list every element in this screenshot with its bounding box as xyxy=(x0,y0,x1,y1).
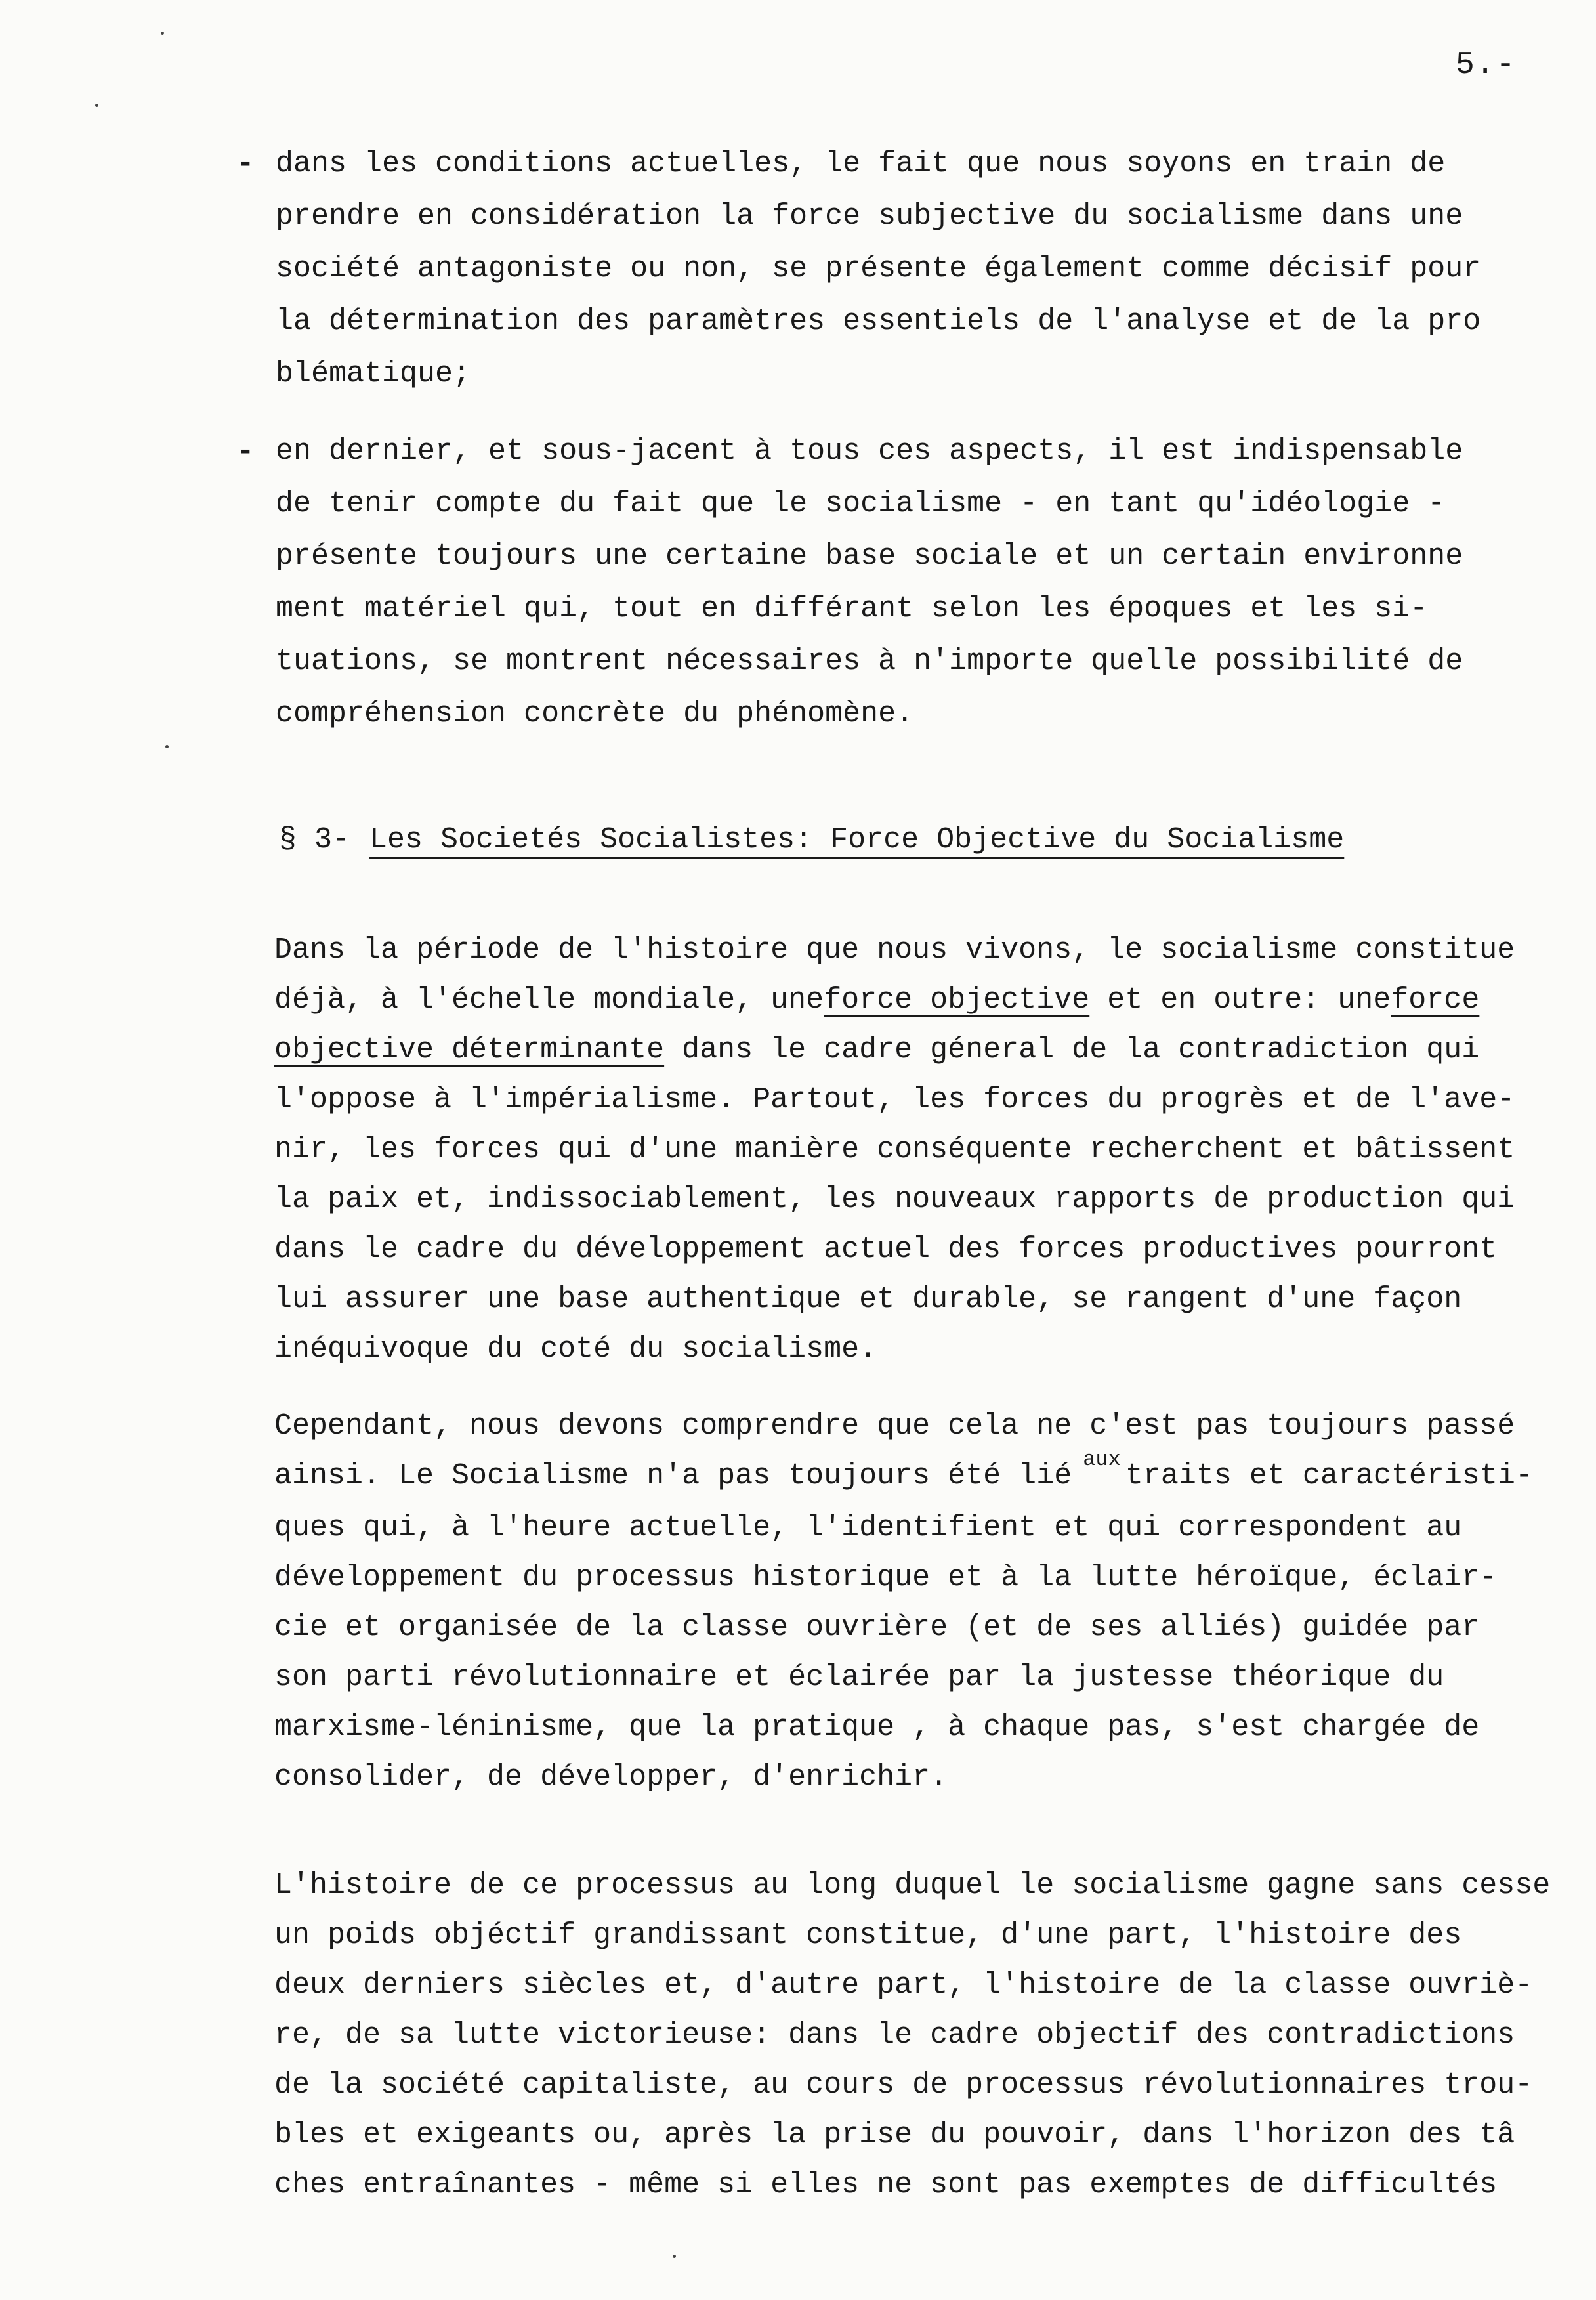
text-line: de tenir compte du fait que le socialisme - en tant qu'idéologie - xyxy=(276,487,1446,521)
text-line: l'oppose à l'impérialisme. Partout, les forces du progrès et de l'ave- xyxy=(274,1083,1515,1117)
text-line: ches entraînantes - même si elles ne sont pas exemptes de difficultés xyxy=(274,2168,1498,2202)
scan-speck xyxy=(161,32,164,35)
text-line: prendre en considération la force subjective du socialisme dans une xyxy=(276,200,1463,233)
section-heading xyxy=(279,814,1344,866)
text-line: re, de sa lutte victorieuse: dans le cadre objectif des contradictions xyxy=(274,2018,1515,2052)
text-line: L'histoire de ce processus au long duquel le socialisme gagne sans cesse xyxy=(274,1869,1551,1902)
text-line: blématique; xyxy=(276,357,471,391)
text-line: présente toujours une certaine base sociale et un certain environne xyxy=(276,540,1463,573)
text-fragment: ainsi. Le Socialisme n'a pas toujours été lié xyxy=(274,1459,1072,1493)
bullet-dash: - xyxy=(236,435,255,469)
text-line: la paix et, indissociablement, les nouveaux rapports de production qui xyxy=(274,1183,1515,1216)
text-line: dans les conditions actuelles, le fait que nous soyons en train de xyxy=(276,147,1446,181)
section-title: Les Societés Socialistes: Force Objective du Socialisme xyxy=(369,823,1345,857)
bullet-item xyxy=(236,425,1536,740)
text-line: nir, les forces qui d'une manière conséquente recherchent et bâtissent xyxy=(274,1133,1515,1166)
text-line: ques qui, à l'heure actuelle, l'identifient et qui correspondent au xyxy=(274,1511,1462,1544)
text-line: bles et exigeants ou, après la prise du pouvoir, dans l'horizon des tâ xyxy=(274,2118,1515,2152)
text-line xyxy=(274,1447,1547,1503)
text-line xyxy=(274,1025,1547,1075)
paragraph xyxy=(274,926,1547,1374)
text-line: compréhension concrète du phénomène. xyxy=(276,697,914,731)
page-number: 5.- xyxy=(1456,47,1517,83)
text-line: en dernier, et sous-jacent à tous ces aspects, il est indispensable xyxy=(276,435,1463,468)
text-line: tuations, se montrent nécessaires à n'importe quelle possibilité de xyxy=(276,645,1463,678)
text-line: Cependant, nous devons comprendre que cela ne c'est pas toujours passé xyxy=(274,1409,1515,1443)
text-fragment: dans le cadre géneral de la contradiction qui xyxy=(664,1033,1480,1067)
text-line: lui assurer une base authentique et durable, se rangent d'une façon xyxy=(274,1283,1462,1316)
text-line: dans le cadre du développement actuel des forces productives pourront xyxy=(274,1233,1498,1266)
text-fragment: déjà, à l'échelle mondiale, une xyxy=(274,983,824,1017)
scan-speck xyxy=(673,2255,676,2258)
text-line: cie et organisée de la classe ouvrière (et de ses alliés) guidée par xyxy=(274,1611,1480,1644)
text-line: ment matériel qui, tout en différant selon les époques et les si- xyxy=(276,592,1428,626)
text-line: consolider, de développer, d'enrichir. xyxy=(274,1760,948,1794)
text-line xyxy=(274,975,1547,1025)
text-line: de la société capitaliste, au cours de processus révolutionnaires trou- xyxy=(274,2068,1533,2102)
scan-speck xyxy=(95,104,98,107)
text-fragment: et en outre: une xyxy=(1089,983,1391,1017)
bullet-dash: - xyxy=(236,147,255,181)
text-fragment: traits et caractéristi- xyxy=(1125,1459,1533,1493)
handwritten-insertion: aux xyxy=(1083,1447,1121,1472)
text-line: Dans la période de l'histoire que nous vivons, le socialisme constitue xyxy=(274,933,1515,967)
text-line: un poids objéctif grandissant constitue, d'une part, l'histoire des xyxy=(274,1919,1462,1952)
underlined-phrase: force objective xyxy=(824,983,1090,1017)
text-line: marxisme-léninisme, que la pratique , à chaque pas, s'est chargée de xyxy=(274,1711,1480,1744)
underlined-phrase: force xyxy=(1391,983,1480,1017)
text-line: société antagoniste ou non, se présente également comme décisif pour xyxy=(276,252,1481,286)
paragraph xyxy=(274,1401,1547,1802)
text-line: son parti révolutionnaire et éclairée par la justesse théorique du xyxy=(274,1661,1444,1694)
text-line: inéquivoque du coté du socialisme. xyxy=(274,1332,877,1366)
text-line: deux derniers siècles et, d'autre part, l'histoire de la classe ouvriè- xyxy=(274,1969,1533,2002)
section-marker: § 3- xyxy=(279,823,350,857)
bullet-list xyxy=(236,138,1536,765)
scan-speck xyxy=(165,745,169,748)
underlined-phrase: objective déterminante xyxy=(274,1033,665,1067)
text-line: la détermination des paramètres essentiels de l'analyse et de la pro xyxy=(276,305,1481,338)
paragraph xyxy=(274,1861,1551,2210)
text-line: développement du processus historique et à la lutte héroïque, éclair- xyxy=(274,1561,1498,1594)
bullet-item xyxy=(236,138,1536,400)
